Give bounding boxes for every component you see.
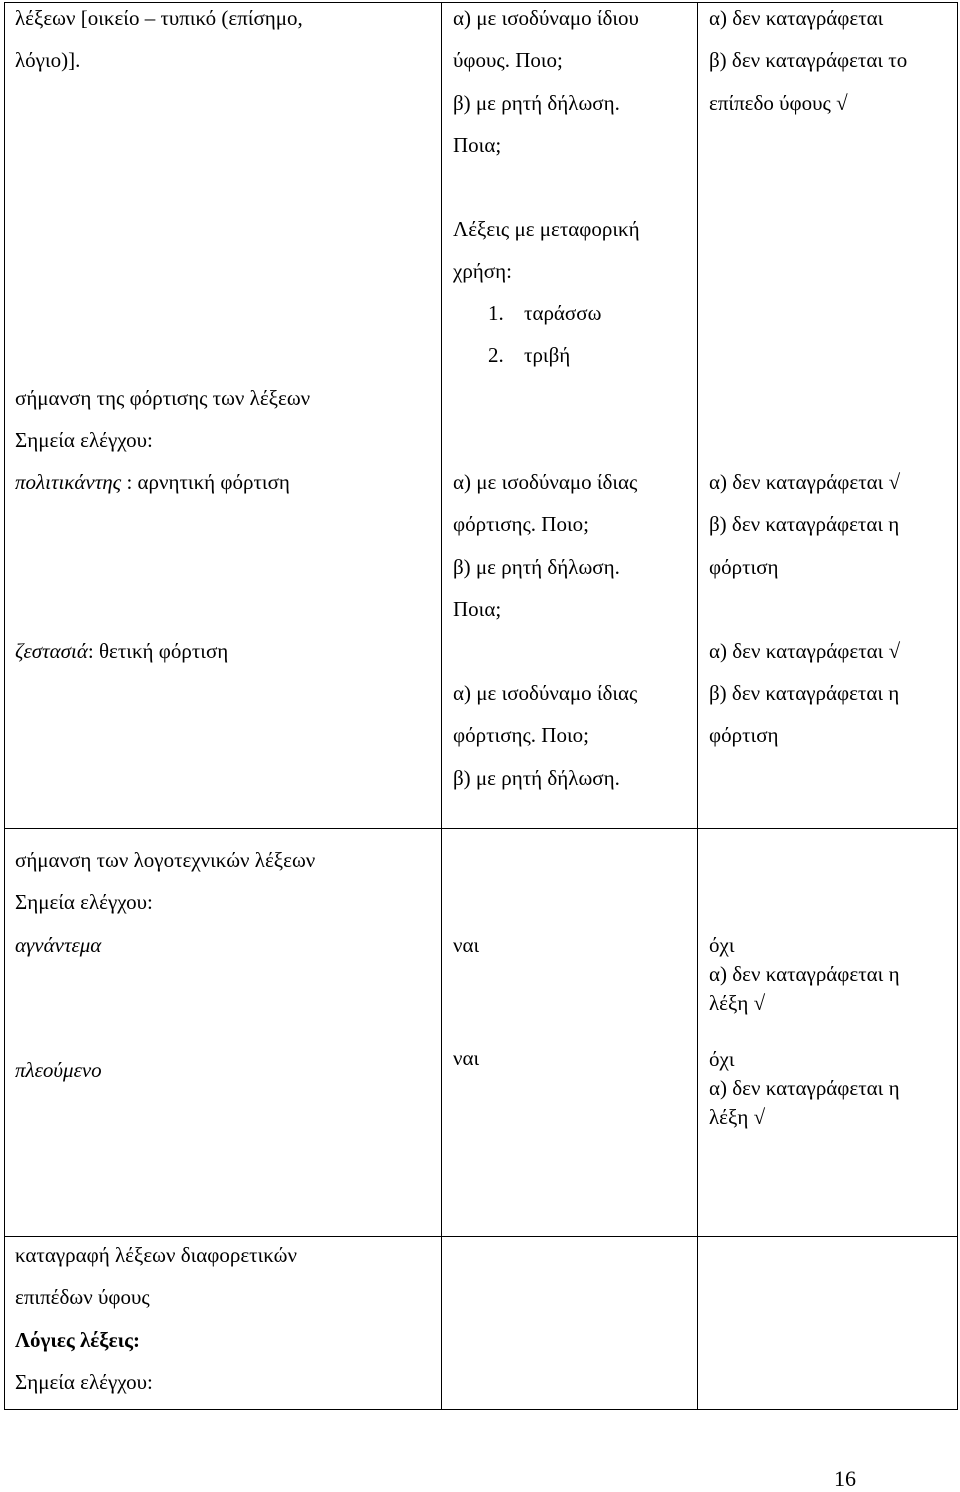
charge-col2a-line4: Ποια; — [453, 597, 502, 621]
literary-col3a-line1: όχι — [709, 933, 735, 957]
row-divider-3 — [4, 1236, 958, 1237]
charge-desc-2: : θετική φόρτιση — [87, 639, 229, 663]
row1-col2-line1: α) με ισοδύναμο ίδιου — [453, 6, 639, 30]
literary-word-2: πλεούμενο — [15, 1058, 102, 1082]
charge-col2a-line1: α) με ισοδύναμο ίδιας — [453, 470, 638, 494]
charge-checkpoints: Σημεία ελέγχου: — [15, 428, 153, 452]
table-right-border — [957, 2, 958, 1410]
register-line-2: επιπέδων ύφους — [15, 1285, 150, 1309]
charge-col2b-line3: β) με ρητή δήλωση. — [453, 766, 620, 790]
charge-word-2: ζεστασιά — [15, 639, 88, 663]
literary-heading: σήμανση των λογοτεχνικών λέξεων — [15, 848, 316, 872]
charge-col2a-line3: β) με ρητή δήλωση. — [453, 555, 620, 579]
row1-col2-line4: Ποια; — [453, 133, 502, 157]
metaphor-heading-line2: χρήση: — [453, 259, 512, 283]
row1-col2-line3: β) με ρητή δήλωση. — [453, 91, 620, 115]
row1-col1-line1: λέξεων [οικείο – τυπικό (επίσημο, — [15, 6, 303, 30]
metaphor-list-num-1: 1. — [488, 301, 504, 325]
charge-col3a-line1: α) δεν καταγράφεται √ — [709, 470, 901, 494]
charge-item-2 — [15, 639, 228, 663]
literary-col3b-line2: α) δεν καταγράφεται η — [709, 1076, 900, 1100]
charge-desc-1: : αρνητική φόρτιση — [121, 470, 290, 494]
table-bottom-border — [4, 1409, 958, 1410]
literary-col3a-line3: λέξη √ — [709, 991, 766, 1015]
register-checkpoints: Σημεία ελέγχου: — [15, 1370, 153, 1394]
literary-col3a-line2: α) δεν καταγράφεται η — [709, 962, 900, 986]
register-line-1: καταγραφή λέξεων διαφορετικών — [15, 1243, 297, 1267]
literary-checkpoints: Σημεία ελέγχου: — [15, 890, 153, 914]
charge-col2a-line2: φόρτισης. Ποιο; — [453, 512, 589, 536]
charge-item-1 — [15, 470, 290, 494]
charge-col3b-line3: φόρτιση — [709, 723, 779, 747]
literary-word-1: αγνάντεμα — [15, 933, 102, 957]
table-top-border — [4, 2, 958, 3]
charge-col2b-line1: α) με ισοδύναμο ίδιας — [453, 681, 638, 705]
metaphor-list-item-2: τριβή — [524, 343, 571, 367]
metaphor-heading-line1: Λέξεις με μεταφορική — [453, 217, 640, 241]
charge-word-1: πολιτικάντης — [15, 470, 122, 494]
page-number: 16 — [834, 1466, 856, 1491]
charge-col3a-line3: φόρτιση — [709, 555, 779, 579]
row1-col3-line1: α) δεν καταγράφεται — [709, 6, 884, 30]
charge-heading: σήμανση της φόρτισης των λέξεων — [15, 386, 311, 410]
row1-col1-line2: λόγιο)]. — [15, 48, 81, 72]
row-divider-2 — [4, 828, 958, 829]
literary-col3b-line1: όχι — [709, 1047, 735, 1071]
charge-col3b-line1: α) δεν καταγράφεται √ — [709, 639, 901, 663]
column-divider-1 — [441, 2, 442, 1410]
learned-words-label: Λόγιες λέξεις: — [15, 1328, 140, 1352]
metaphor-list-num-2: 2. — [488, 343, 504, 367]
metaphor-list-item-1: ταράσσω — [524, 301, 602, 325]
charge-col2b-line2: φόρτισης. Ποιο; — [453, 723, 589, 747]
row1-col3-line3: επίπεδο ύφους √ — [709, 91, 848, 115]
row1-col3-line2: β) δεν καταγράφεται το — [709, 48, 908, 72]
table-left-border — [4, 2, 5, 1410]
literary-yes-2: ναι — [453, 1046, 480, 1070]
column-divider-2 — [697, 2, 698, 1410]
row1-col2-line2: ύφους. Ποιο; — [453, 48, 563, 72]
charge-col3b-line2: β) δεν καταγράφεται η — [709, 681, 900, 705]
literary-yes-1: ναι — [453, 933, 480, 957]
literary-col3b-line3: λέξη √ — [709, 1105, 766, 1129]
charge-col3a-line2: β) δεν καταγράφεται η — [709, 512, 900, 536]
